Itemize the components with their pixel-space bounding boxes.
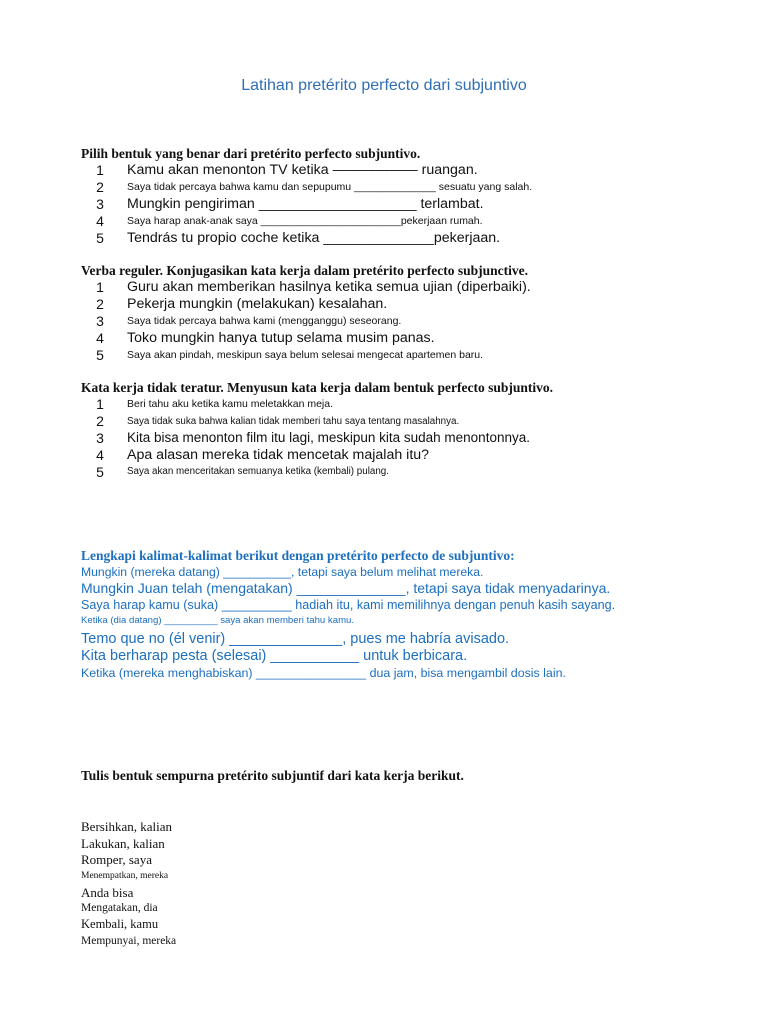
section-4-heading: Lengkapi kalimat-kalimat berikut dengan pretérito perfecto de subjuntivo: [81,548,515,563]
list-item: Kita berharap pesta (selesai) ___________ untuk berbicara. [81,648,468,664]
list-item: Menempatkan, mereka [81,870,169,881]
item-number: 1 [96,279,104,295]
item-text: Kita bisa menonton film itu lagi, meskipun kita sudah menontonnya. [127,430,530,445]
list-item: Ketika (mereka menghabiskan) ________________ dua jam, bisa mengambil dosis lain. [81,666,566,680]
list-item: Temo que no (él venir) ______________, pues me habría avisado. [81,631,510,647]
item-number: 4 [96,330,104,346]
item-text: Toko mungkin hanya tutup selama musim panas. [127,330,435,346]
item-text: Saya tidak suka bahwa kalian tidak memberi tahu saya tentang masalahnya. [127,416,460,427]
item-number: 1 [96,162,104,178]
item-text: Guru akan memberikan hasilnya ketika semua ujian (diperbaiki). [127,279,531,295]
item-text: Pekerja mungkin (melakukan) kesalahan. [127,296,388,312]
list-item: Romper, saya [81,852,152,867]
item-text: Saya tidak percaya bahwa kamu dan sepupumu ______________ sesuatu yang salah. [127,181,533,193]
item-number: 4 [96,213,104,229]
item-text: Saya harap anak-anak saya ________________________pekerjaan rumah. [127,215,483,227]
item-text: Beri tahu aku ketika kamu meletakkan meja. [127,398,334,410]
item-text: Apa alasan mereka tidak mencetak majalah itu? [127,447,430,463]
item-text: Tendrás tu propio coche ketika ______________pekerjaan. [127,230,501,246]
section-3-heading: Kata kerja tidak teratur. Menyusun kata kerja dalam bentuk perfecto subjuntivo. [81,380,554,395]
section-2-heading: Verba reguler. Konjugasikan kata kerja dalam pretérito perfecto subjunctive. [81,263,528,278]
item-text: Saya akan pindah, meskipun saya belum selesai mengecat apartemen baru. [127,349,484,361]
item-text: Saya akan menceritakan semuanya ketika (kembali) pulang. [127,466,389,477]
list-item: Ketika (dia datang) __________ saya akan memberi tahu kamu. [81,615,355,626]
item-number: 2 [96,179,104,195]
list-item: Anda bisa [81,884,134,900]
page-title: Latihan pretérito perfecto dari subjuntivo [241,77,527,94]
section-1-heading: Pilih bentuk yang benar dari pretérito perfecto subjuntivo. [81,146,421,161]
item-number: 3 [96,430,104,446]
list-item: Kembali, kamu [81,917,159,931]
list-item: Mungkin Juan telah (mengatakan) ______________, tetapi saya tidak menyadarinya. [81,580,611,596]
section-5-heading: Tulis bentuk sempurna pretérito subjuntif dari kata kerja berikut. [81,768,464,783]
item-number: 5 [96,347,104,363]
list-item: Mungkin (mereka datang) __________, tetapi saya belum melihat mereka. [81,565,484,579]
item-number: 4 [96,447,104,463]
item-number: 5 [96,464,104,480]
section-4-list [81,564,615,681]
item-text: Kamu akan menonton TV ketika —————— ruangan. [127,162,478,178]
item-text: Saya tidak percaya bahwa kami (mengganggu) seseorang. [127,315,402,327]
list-item: Bersihkan, kalian [81,819,172,834]
item-text: Mungkin pengiriman ____________________ terlambat. [127,196,484,212]
list-item: Mengatakan, dia [81,901,158,914]
list-item: Saya harap kamu (suka) __________ hadiah itu, kami memilihnya dengan penuh kasih sayang. [81,598,616,612]
section-5-list [81,819,176,949]
item-number: 2 [96,413,104,429]
item-number: 2 [96,296,104,312]
list-item: Mempunyai, mereka [81,934,177,947]
item-number: 5 [96,230,104,246]
list-item: Lakukan, kalian [81,835,165,851]
item-number: 3 [96,313,104,329]
item-number: 1 [96,396,104,412]
item-number: 3 [96,196,104,212]
